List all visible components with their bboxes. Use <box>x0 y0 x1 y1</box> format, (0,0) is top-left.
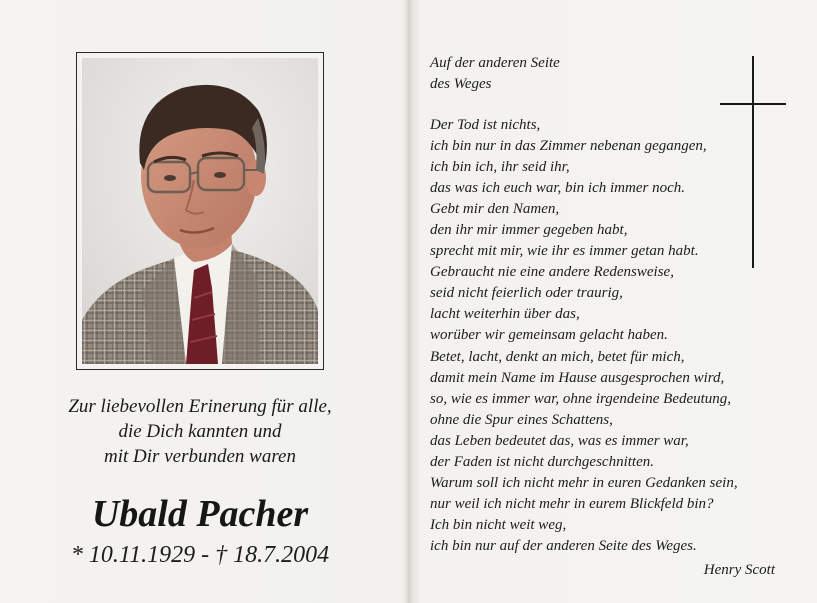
cross-horizontal-bar <box>720 103 786 105</box>
poem-line: das Leben bedeutet das, was es immer war, <box>430 432 689 449</box>
deceased-name: Ubald Pacher <box>91 493 309 535</box>
poem-line: Gebt mir den Namen, <box>430 201 560 218</box>
poem-line: lacht weiterhin über das, <box>430 306 580 323</box>
poem-line: sprecht mit mir, wie ihr es immer getan habt. <box>430 243 699 260</box>
poem-title-line: des Weges <box>430 76 492 92</box>
poem-line: damit mein Name im Hause ausgesprochen wird, <box>430 369 725 386</box>
poem-line: Gebraucht nie eine andere Redensweise, <box>430 264 674 281</box>
dedication-line: mit Dir verbunden waren <box>104 446 296 467</box>
portrait-photo <box>82 58 318 364</box>
poem-line: ich bin ich, ihr seid ihr, <box>430 159 570 176</box>
card-fold <box>405 0 413 603</box>
poem-line: ohne die Spur eines Schattens, <box>430 411 613 428</box>
poem-line: so, wie es immer war, ohne irgendeine Bedeutung, <box>430 390 732 407</box>
dedication-line: Zur liebevollen Erinerung für alle, <box>68 396 332 417</box>
portrait-frame <box>76 52 324 370</box>
poem-title <box>430 53 560 95</box>
cross-vertical-bar <box>752 56 754 268</box>
poem-body <box>430 115 738 557</box>
dedication-text <box>30 394 370 469</box>
poem-author: Henry Scott <box>703 562 775 578</box>
poem-line: worüber wir gemeinsam gelacht haben. <box>430 327 668 344</box>
poem-line: der Faden ist nicht durchgeschnitten. <box>430 453 654 470</box>
dedication-line: die Dich kannten und <box>118 421 282 442</box>
poem-line: ich bin nur auf der anderen Seite des Weges. <box>430 537 697 554</box>
life-dates: * 10.11.1929 - † 18.7.2004 <box>70 542 330 568</box>
poem-line: Ich bin nicht weit weg, <box>430 516 567 533</box>
poem-title-line: Auf der anderen Seite <box>430 55 560 71</box>
poem-line: seid nicht feierlich oder traurig, <box>430 285 623 302</box>
poem-line: Der Tod ist nichts, <box>430 117 541 133</box>
poem-line: nur weil ich nicht mehr in eurem Blickfeld bin? <box>430 495 714 512</box>
poem-line: das was ich euch war, bin ich immer noch. <box>430 180 685 197</box>
poem-line: Betet, lacht, denkt an mich, betet für mich, <box>430 348 685 365</box>
poem-line: den ihr mir immer gegeben habt, <box>430 222 628 239</box>
poem-line: Warum soll ich nicht mehr in euren Gedanken sein, <box>430 474 738 491</box>
poem-line: ich bin nur in das Zimmer nebenan gegangen, <box>430 138 707 155</box>
